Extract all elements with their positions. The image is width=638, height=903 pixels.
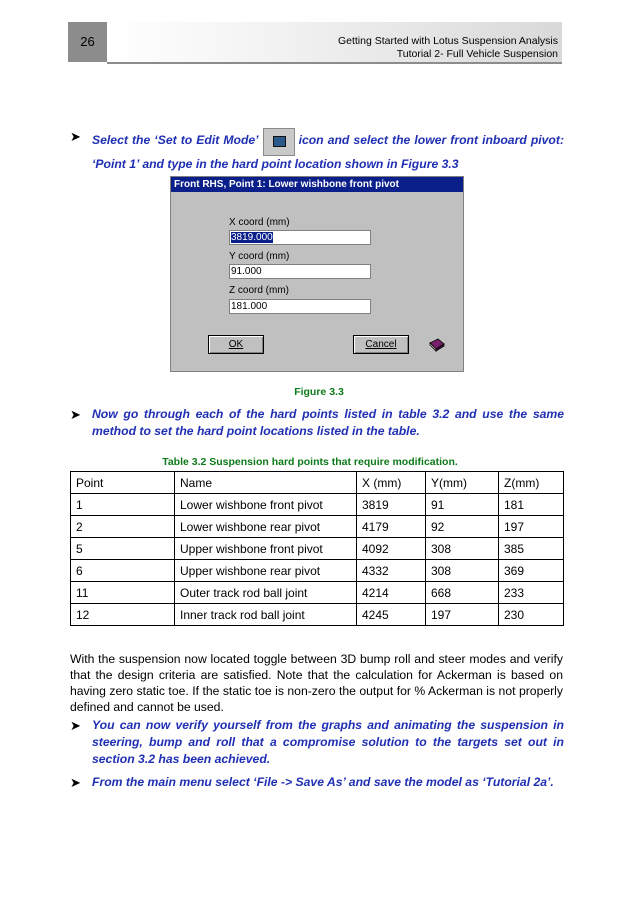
table-cell: Upper wishbone rear pivot xyxy=(175,560,357,582)
edit-mode-icon xyxy=(263,128,295,156)
table-cell: Lower wishbone rear pivot xyxy=(175,516,357,538)
table-cell: 197 xyxy=(426,604,499,626)
table-row xyxy=(71,560,564,582)
table-cell: 385 xyxy=(499,538,564,560)
page-number: 26 xyxy=(68,22,107,62)
instruction-bullet-2 xyxy=(70,406,564,440)
header-cell: Y(mm) xyxy=(426,472,499,494)
table-cell: 4092 xyxy=(357,538,426,560)
bullet-1-text-a: Select the ‘Set to Edit Mode’ xyxy=(92,133,259,147)
table-row xyxy=(71,494,564,516)
table-cell: 308 xyxy=(426,538,499,560)
bullet-3-text: You can now verify yourself from the graphs and animating the suspension in steering, bump and roll that a compromise solution to the targets set out in section 3.2 has been achieved. xyxy=(92,718,564,766)
header-underline xyxy=(107,62,562,64)
body-paragraph: With the suspension now located toggle between 3D bump roll and steer modes and verify that the design criteria are satisfied. Note that the calculation for Ackerman is based on having zero static toe. If the static toe is non-zero the output for % Ackerman is not properly defined and cannot be used. xyxy=(70,652,563,714)
header-cell: Name xyxy=(175,472,357,494)
table-cell: 4179 xyxy=(357,516,426,538)
table-cell: 4245 xyxy=(357,604,426,626)
cancel-button[interactable]: Cancel xyxy=(353,335,409,354)
table-cell: 369 xyxy=(499,560,564,582)
y-coord-input[interactable]: 91.000 xyxy=(229,264,371,279)
header-cell: Z(mm) xyxy=(499,472,564,494)
table-cell: 4214 xyxy=(357,582,426,604)
arrow-bullet-icon: ➤ xyxy=(70,718,81,733)
table-cell: 91 xyxy=(426,494,499,516)
help-book-icon[interactable] xyxy=(429,338,445,352)
table-cell: 6 xyxy=(71,560,175,582)
table-row xyxy=(71,604,564,626)
hard-points-table xyxy=(70,471,564,626)
table-header-row xyxy=(71,472,564,494)
header-text xyxy=(338,35,558,61)
x-coord-label: X coord (mm) xyxy=(229,217,290,228)
dialog-title: Front RHS, Point 1: Lower wishbone front pivot xyxy=(171,177,463,192)
hard-point-dialog xyxy=(170,176,464,372)
table-cell: 2 xyxy=(71,516,175,538)
instruction-bullet-4 xyxy=(70,774,564,791)
table-cell: 197 xyxy=(499,516,564,538)
table-cell: Upper wishbone front pivot xyxy=(175,538,357,560)
table-cell: 668 xyxy=(426,582,499,604)
header-cell: X (mm) xyxy=(357,472,426,494)
table-cell: 12 xyxy=(71,604,175,626)
table-cell: 181 xyxy=(499,494,564,516)
table-cell: Inner track rod ball joint xyxy=(175,604,357,626)
header-cell: Point xyxy=(71,472,175,494)
table-cell: Lower wishbone front pivot xyxy=(175,494,357,516)
table-row xyxy=(71,582,564,604)
arrow-bullet-icon: ➤ xyxy=(70,129,81,144)
instruction-bullet-1 xyxy=(70,128,564,173)
table-cell: 230 xyxy=(499,604,564,626)
table-cell: 92 xyxy=(426,516,499,538)
table-row xyxy=(71,516,564,538)
figure-caption: Figure 3.3 xyxy=(294,386,344,398)
table-cell: 11 xyxy=(71,582,175,604)
table-cell: 5 xyxy=(71,538,175,560)
ok-button[interactable]: OK xyxy=(208,335,264,354)
header-line2: Tutorial 2- Full Vehicle Suspension xyxy=(396,48,558,60)
table-cell: 233 xyxy=(499,582,564,604)
page-header xyxy=(68,22,562,62)
table-cell: Outer track rod ball joint xyxy=(175,582,357,604)
table-cell: 3819 xyxy=(357,494,426,516)
x-coord-input[interactable] xyxy=(229,230,371,245)
table-row xyxy=(71,538,564,560)
bullet-4-text: From the main menu select ‘File -> Save As’ and save the model as ‘Tutorial 2a’. xyxy=(92,775,554,789)
bullet-2-text: Now go through each of the hard points listed in table 3.2 and use the same method to set the hard point locations listed in the table. xyxy=(92,407,564,438)
header-line1: Getting Started with Lotus Suspension Analysis xyxy=(337,35,558,47)
table-cell: 4332 xyxy=(357,560,426,582)
y-coord-label: Y coord (mm) xyxy=(229,251,290,262)
z-coord-label: Z coord (mm) xyxy=(229,285,289,296)
arrow-bullet-icon: ➤ xyxy=(70,775,81,790)
x-coord-value: 3819.000 xyxy=(231,232,273,243)
header-band xyxy=(107,22,562,62)
table-caption: Table 3.2 Suspension hard points that require modification. xyxy=(162,456,458,468)
arrow-bullet-icon: ➤ xyxy=(70,407,81,422)
bullet-1-text-b: icon and select the lower front inboard pivot: ‘Point 1’ and type in the hard point location shown in Figure 3.3 xyxy=(92,133,564,171)
table-cell: 1 xyxy=(71,494,175,516)
instruction-bullet-3 xyxy=(70,717,564,768)
table-cell: 308 xyxy=(426,560,499,582)
z-coord-input[interactable]: 181.000 xyxy=(229,299,371,314)
